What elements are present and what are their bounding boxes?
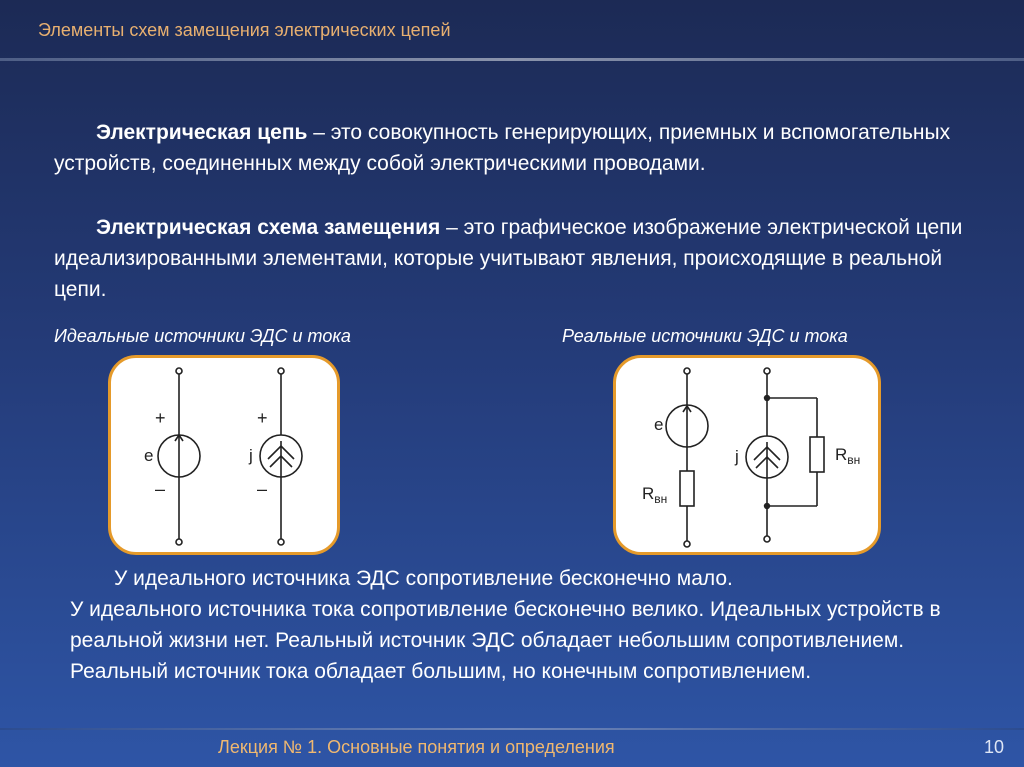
definition-circuit-text: – это совокупность генерирующих, приемных и вспомогательных устройств, соединенных между собой электрическими проводами. [54, 121, 951, 175]
ideal-emf-plus: + [155, 408, 166, 428]
summary-line1: У идеального источника ЭДС сопротивление бесконечно мало. [114, 567, 733, 590]
term-equivalent-scheme: Электрическая схема замещения [96, 216, 441, 239]
real-current-label: j [735, 447, 739, 466]
summary-rest: У идеального источника тока сопротивление бесконечно велико. Идеальных устройств в реальной жизни нет. Реальный источник ЭДС обладает небольшим сопротивлением. Реальный источник тока обладает большим, но конечным сопротивлением. [70, 598, 941, 683]
ideal-emf-minus: – [155, 479, 166, 499]
caption-ideal-sources: Идеальные источники ЭДС и тока [54, 326, 351, 346]
page-number: 10 [983, 737, 1004, 757]
caption-real-sources: Реальные источники ЭДС и тока [562, 326, 848, 346]
ideal-current-minus: – [257, 479, 268, 499]
junction-top [764, 395, 770, 401]
term-circuit: Электрическая цепь [96, 121, 308, 144]
real-sources-svg [616, 358, 878, 552]
definition-circuit [54, 117, 984, 179]
summary-text [70, 563, 990, 687]
real-sources-diagram [613, 355, 881, 555]
footer-divider [0, 728, 1024, 730]
ideal-emf-source [158, 368, 200, 545]
ideal-current-label: j [249, 446, 253, 465]
definition-equivalent-scheme [54, 212, 984, 305]
definition-equivalent-scheme-text: – это графическое изображение электрической цепи идеализированными элементами, которые учитывают явления, происходящие в реальной цепи. [54, 216, 963, 301]
real-emf-resistor-label: $R_{вн}$ [642, 484, 668, 506]
ideal-sources-diagram [108, 355, 340, 555]
real-current-resistor-label: $R_{вн}$ [835, 445, 861, 467]
ideal-sources-svg [111, 358, 337, 552]
real-emf-label: e [654, 415, 664, 434]
footer-lecture: Лекция № 1. Основные понятия и определения [218, 737, 615, 757]
real-emf-source [666, 368, 708, 547]
junction-bottom [764, 503, 770, 509]
real-current-source [746, 368, 824, 542]
ideal-emf-label: e [144, 446, 154, 465]
ideal-current-plus: + [257, 408, 268, 428]
ideal-current-source [260, 368, 302, 545]
slide-title: Элементы схем замещения электрических цепей [38, 20, 451, 40]
header-divider [0, 58, 1024, 61]
